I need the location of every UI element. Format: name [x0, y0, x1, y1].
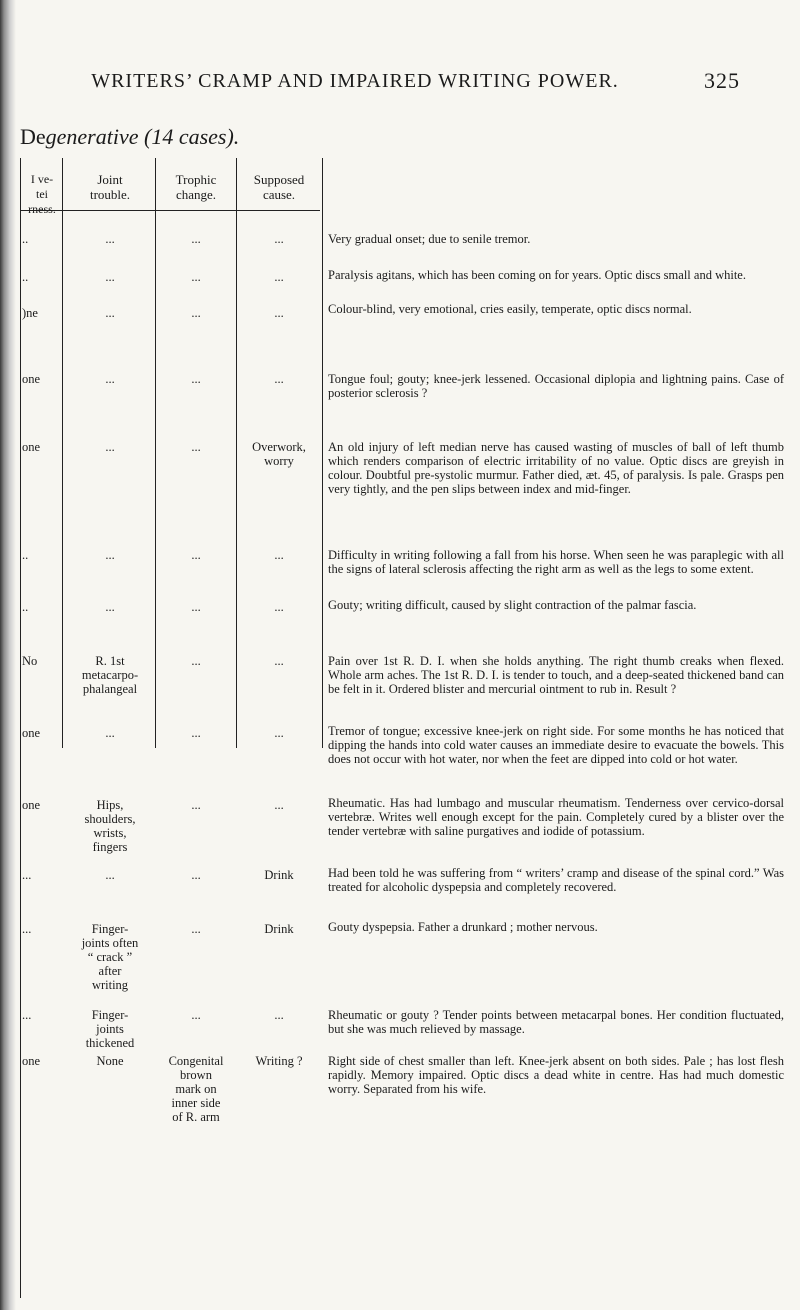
cell-supposed-cause: ... [274, 548, 284, 562]
cell-trophic-change: ... [191, 726, 201, 740]
cell-remarks: Gouty; writing difficult, caused by slight contraction of the palmar fascia. [328, 598, 697, 612]
cell-nervousness: )ne [22, 306, 38, 320]
cell-nervousness: one [22, 1054, 41, 1068]
cell-nervousness: one [22, 372, 41, 386]
cell-supposed-cause: ... [274, 600, 284, 614]
cell-trophic-change: ... [191, 798, 201, 812]
cell-nervousness: ... [22, 1008, 32, 1022]
cell-trophic-change: ... [191, 270, 201, 284]
cell-supposed-cause: ... [274, 306, 284, 320]
cell-supposed-cause: ... [274, 726, 284, 740]
cell-remarks: Gouty dyspepsia. Father a drunkard ; mother nervous. [328, 920, 598, 934]
cell-joint-trouble: ... [105, 440, 115, 454]
cell-nervousness: one [22, 440, 41, 454]
cell-trophic-change: ... [191, 306, 201, 320]
cell-joint-trouble: R. 1st metacarpo- phalangeal [81, 654, 139, 696]
header-trophic-change: Trophic change. [175, 172, 217, 202]
cell-remarks: Difficulty in writing following a fall from his horse. When seen he was paraplegic with all the signs of lateral sclerosis affecting the right arm as well as the legs to some extent. [328, 548, 784, 576]
section-subtitle [20, 124, 239, 150]
header-supposed-cause: Supposed cause. [253, 172, 305, 202]
cell-nervousness: .. [22, 548, 29, 562]
page-binding-shadow [0, 0, 16, 1310]
cell-joint-trouble: ... [105, 726, 115, 740]
cell-joint-trouble: ... [105, 270, 115, 284]
cell-joint-trouble: Finger- joints often “ crack ” after writing [81, 922, 139, 992]
cell-joint-trouble: Hips, shoulders, wrists, fingers [84, 798, 136, 854]
cell-supposed-cause: Writing ? [255, 1054, 303, 1068]
subtitle-prefix: De [20, 124, 46, 149]
subtitle-text: generative (14 cases). [45, 124, 240, 149]
table-header-rule [20, 210, 320, 211]
cell-trophic-change: ... [191, 440, 201, 454]
cell-supposed-cause: ... [274, 270, 284, 284]
cell-remarks: An old injury of left median nerve has caused wasting of muscles of ball of left thumb which renders comparison of electric irritability of no value. Optic discs are greyish in colour. Doubtful pre-systolic murmur. Father died, æt. 45, of paralysis. Is pale. Grasps pen very tightly, and the pen slips between index and mid-finger. [328, 440, 784, 496]
cell-nervousness: ... [22, 922, 32, 936]
cell-remarks: Right side of chest smaller than left. Knee-jerk absent on both sides. Pale ; has lost flesh rapidly. Memory impaired. Optic discs a dead white in centre. Has had much domestic worry. Separated from his wife. [328, 1054, 784, 1096]
cell-joint-trouble: Finger- joints thickened [85, 1008, 135, 1050]
cell-nervousness: one [22, 798, 41, 812]
cell-remarks: Colour-blind, very emotional, cries easily, temperate, optic discs normal. [328, 302, 692, 316]
cell-trophic-change: ... [191, 600, 201, 614]
cell-joint-trouble: None [96, 1054, 124, 1068]
cell-joint-trouble: ... [105, 868, 115, 882]
cell-remarks: Tongue foul; gouty; knee-jerk lessened. Occasional diplopia and lightning pains. Case of posterior sclerosis ? [328, 372, 784, 400]
cell-remarks: Had been told he was suffering from “ writers’ cramp and disease of the spinal cord.” Was treated for alcoholic dyspepsia and completely recovered. [328, 866, 784, 894]
cell-supposed-cause: Drink [264, 868, 294, 882]
cell-trophic-change: Congenital brown mark on inner side of R. arm [168, 1054, 224, 1124]
cell-supposed-cause: ... [274, 654, 284, 668]
table-rule-col4 [322, 158, 323, 748]
cell-trophic-change: ... [191, 232, 201, 246]
cell-supposed-cause: Drink [264, 922, 294, 936]
cell-trophic-change: ... [191, 654, 201, 668]
header-joint-trouble: Joint trouble. [89, 172, 131, 202]
table-rule-col1 [62, 158, 63, 748]
cell-joint-trouble: ... [105, 232, 115, 246]
cell-trophic-change: ... [191, 1008, 201, 1022]
cell-nervousness: ... [22, 868, 32, 882]
cell-trophic-change: ... [191, 922, 201, 936]
cell-joint-trouble: ... [105, 372, 115, 386]
cell-joint-trouble: ... [105, 306, 115, 320]
cell-nervousness: .. [22, 600, 29, 614]
cell-trophic-change: ... [191, 868, 201, 882]
running-title: WRITERS’ CRAMP AND IMPAIRED WRITING POWER. [91, 70, 619, 92]
cell-joint-trouble: ... [105, 548, 115, 562]
cell-nervousness: .. [22, 232, 29, 246]
running-header [60, 70, 740, 100]
cell-remarks: Rheumatic or gouty ? Tender points between metacarpal bones. Her condition fluctuated, but she was much relieved by massage. [328, 1008, 784, 1036]
cell-nervousness: one [22, 726, 41, 740]
table-rule-col3 [236, 158, 237, 748]
cell-remarks: Pain over 1st R. D. I. when she holds anything. The right thumb creaks when flexed. Whole arm aches. The 1st R. D. I. is tender to touch, and a deep-seated thickened band can be felt in it. Ordered blister and mercurial ointment to rub in. Result ? [328, 654, 784, 696]
cell-supposed-cause: ... [274, 1008, 284, 1022]
cell-trophic-change: ... [191, 372, 201, 386]
header-nervousness: I ve- tei rness. [28, 172, 56, 216]
cell-supposed-cause: ... [274, 232, 284, 246]
cell-remarks: Rheumatic. Has had lumbago and muscular rheumatism. Tenderness over cervico-dorsal vertebræ. Writes well enough except for the pain. Completely cured by a blister over the tender vertebræ with saline purgatives and iodide of potassium. [328, 796, 784, 838]
cell-remarks: Paralysis agitans, which has been coming on for years. Optic discs small and white. [328, 268, 746, 282]
cell-supposed-cause: Overwork, worry [252, 440, 306, 468]
cell-nervousness: .. [22, 270, 29, 284]
cell-nervousness: No [22, 654, 38, 668]
page-number: 325 [704, 68, 740, 93]
table-rule-left [20, 158, 21, 1298]
cell-joint-trouble: ... [105, 600, 115, 614]
cell-remarks: Very gradual onset; due to senile tremor. [328, 232, 531, 246]
cell-supposed-cause: ... [274, 372, 284, 386]
cell-remarks: Tremor of tongue; excessive knee-jerk on right side. For some months he has noticed that dipping the hands into cold water causes an immediate desire to evacuate the bowels. This does not occur with hot water, nor when the feet are dipped into cold or hot water. [328, 724, 784, 766]
cell-supposed-cause: ... [274, 798, 284, 812]
cell-trophic-change: ... [191, 548, 201, 562]
